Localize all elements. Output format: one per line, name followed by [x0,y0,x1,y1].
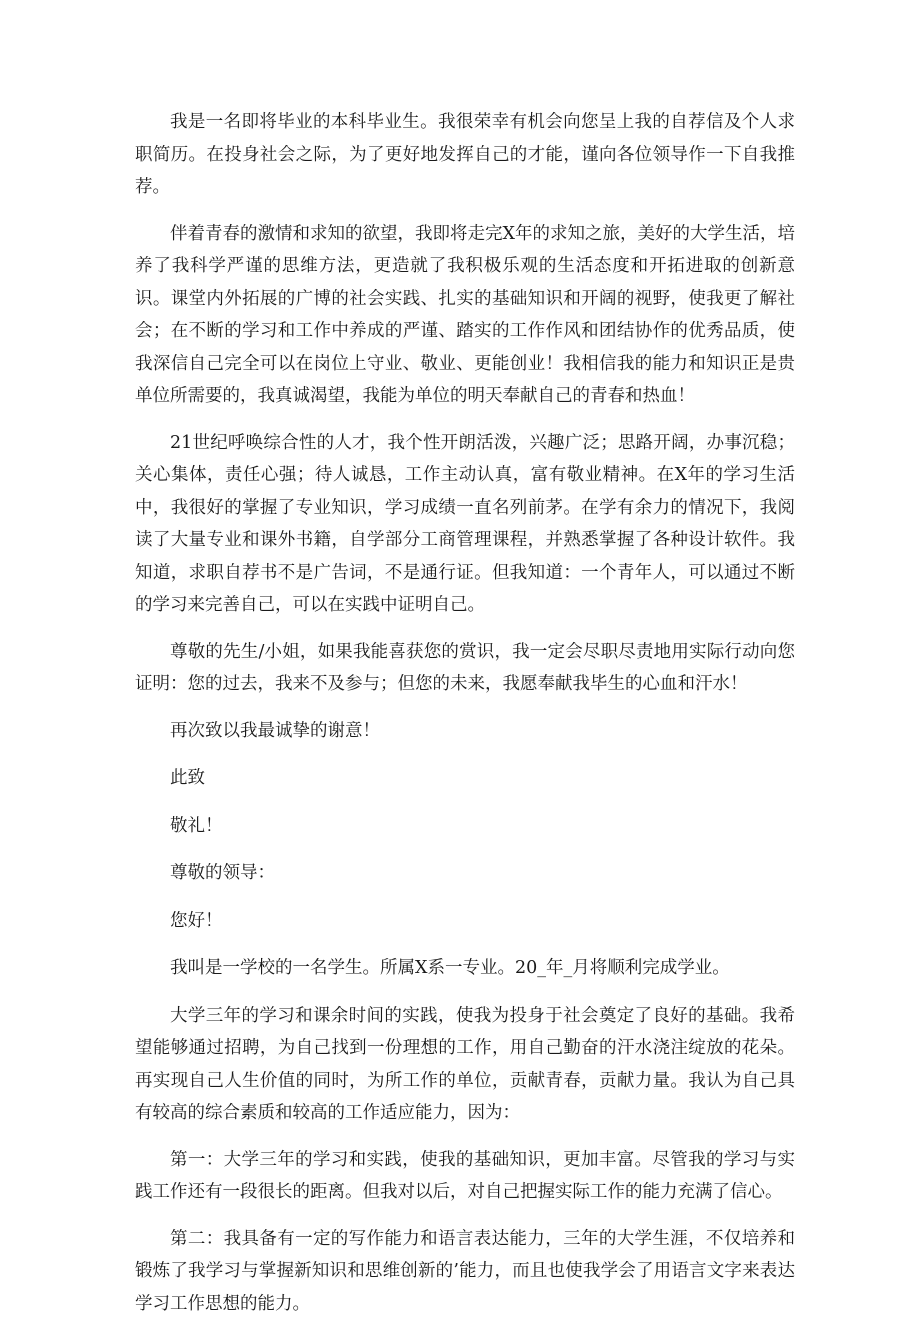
paragraph-first-point: 第一：大学三年的学习和实践，使我的基础知识，更加丰富。尽管我的学习与实践工作还有一段很长的距离。但我对以后，对自己把握实际工作的能力充满了信心。 [135,1149,795,1202]
paragraph-second-point: 第二：我具备有一定的写作能力和语言表达能力，三年的大学生涯，不仅培养和锻炼了我学习与掌握新知识和思维创新的’能力，而且也使我学会了用语言文字来表达学习工作思想的能力。 [135,1228,795,1314]
paragraph-appeal: 尊敬的先生/小姐，如果我能喜获您的赏识，我一定会尽职尽责地用实际行动向您证明：您的过去，我来不及参与；但您的未来，我愿奉献我毕生的心血和汗水！ [135,641,795,694]
paragraph-intro: 我是一名即将毕业的本科毕业生。我很荣幸有机会向您呈上我的自荐信及个人求职简历。在投身社会之际，为了更好地发挥自己的才能，谨向各位领导作一下自我推荐。 [135,112,795,197]
paragraph-greeting: 您好！ [170,910,223,931]
paragraph-youth: 伴着青春的激情和求知的欲望，我即将走完X年的求知之旅，美好的大学生活，培养了我科学严谨的思维方法，更造就了我积极乐观的生活态度和开拓进取的创新意识。课堂内外拓展的广博的社会实践、扎实的基础知识和开阔的视野，使我更了解社会；在不断的学习和工作中养成的严谨、踏实的工作作风和团结协作的优秀品质，使我深信自己完全可以在岗位上守业、敬业、更能创业！我相信我的能力和知识正是贵单位所需要的，我真诚渴望，我能为单位的明天奉献自己的青春和热血！ [135,223,795,406]
paragraph-closing-2: 敬礼！ [170,815,223,836]
paragraph-salutation: 尊敬的领导： [170,863,275,883]
letter-body [135,106,795,1334]
paragraph-closing-1: 此致 [170,768,205,788]
paragraph-foundation: 大学三年的学习和课余时间的实践，使我为投身于社会奠定了良好的基础。我希望能够通过招聘，为自己找到一份理想的工作，用自己勤奋的汗水浇注绽放的花朵。再实现自己人生价值的同时，为所工作的单位，贡献青春，贡献力量。我认为自己具有较高的综合素质和较高的工作适应能力，因为： [135,1005,795,1123]
paragraph-thanks: 再次致以我最诚挚的谢意！ [170,720,380,741]
paragraph-self-intro: 我叫是一学校的一名学生。所属X系一专业。20_年_月将顺利完成学业。 [170,958,730,978]
paragraph-personality: 21世纪呼唤综合性的人才，我个性开朗活泼，兴趣广泛；思路开阔，办事沉稳；关心集体，责任心强；待人诚恳，工作主动认真，富有敬业精神。在X年的学习生活中，我很好的掌握了专业知识，学习成绩一直名列前茅。在学有余力的情况下，我阅读了大量专业和课外书籍，自学部分工商管理课程，并熟悉掌握了各种设计软件。我知道，求职自荐书不是广告词，不是通行证。但我知道：一个青年人，可以通过不断的学习来完善自己，可以在实践中证明自己。 [135,432,795,615]
